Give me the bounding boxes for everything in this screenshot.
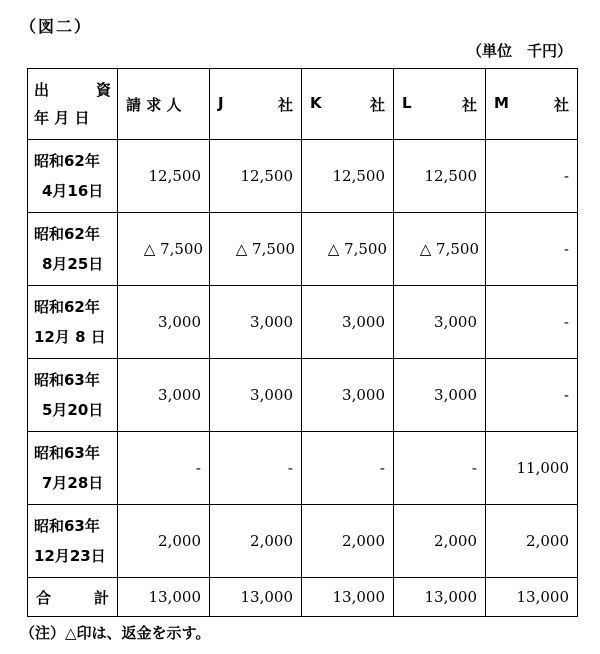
header-company-k <box>302 69 394 140</box>
value-company-l: 3,000 <box>394 286 486 359</box>
date-line-era: 昭和63年 <box>34 371 100 389</box>
header-company-k-suffix: 社 <box>369 95 385 114</box>
date-line-era: 昭和62年 <box>34 298 100 316</box>
table-row <box>28 359 578 432</box>
investment-table <box>27 68 578 617</box>
header-company-m-suffix: 社 <box>553 95 569 114</box>
table-row <box>28 505 578 578</box>
value-company-j: 2,000 <box>210 505 302 578</box>
header-date-label-bottom: 年 月 日 <box>34 109 90 127</box>
unit-label: （単位 千円） <box>466 42 572 60</box>
value-company-k: 2,000 <box>302 505 394 578</box>
value-claimant: 3,000 <box>118 359 210 432</box>
date-cell <box>28 432 118 505</box>
value-claimant: 12,500 <box>118 140 210 213</box>
total-label-left: 合 <box>36 588 52 607</box>
header-company-l-suffix: 社 <box>461 95 477 114</box>
date-line-day: 7月28日 <box>42 474 104 492</box>
value-company-l: △ 7,500 <box>394 213 486 286</box>
date-cell <box>28 213 118 286</box>
total-label-right: 計 <box>93 588 109 607</box>
date-line-day: 12月 8 日 <box>34 328 106 346</box>
value-company-l: 3,000 <box>394 359 486 432</box>
value-company-l: - <box>394 432 486 505</box>
header-company-k-letter: K <box>310 93 322 112</box>
header-company-l-letter: L <box>402 93 412 112</box>
total-company-l: 13,000 <box>394 578 486 617</box>
table-row <box>28 140 578 213</box>
value-company-k: △ 7,500 <box>302 213 394 286</box>
value-company-m: 2,000 <box>486 505 578 578</box>
value-company-l: 2,000 <box>394 505 486 578</box>
value-claimant: △ 7,500 <box>118 213 210 286</box>
value-claimant: - <box>118 432 210 505</box>
total-row <box>28 578 578 617</box>
date-line-day: 12月23日 <box>34 547 106 565</box>
date-line-day: 5月20日 <box>42 401 104 419</box>
header-company-l <box>394 69 486 140</box>
date-line-era: 昭和63年 <box>34 517 100 535</box>
table-row <box>28 213 578 286</box>
date-line-day: 8月25日 <box>42 255 104 273</box>
figure-title: （図二） <box>20 17 93 36</box>
footnote: （注）△印は、返金を示す。 <box>20 624 211 642</box>
total-company-k: 13,000 <box>302 578 394 617</box>
header-company-j <box>210 69 302 140</box>
table-row <box>28 432 578 505</box>
date-line-era: 昭和62年 <box>34 225 100 243</box>
value-company-j: 12,500 <box>210 140 302 213</box>
value-company-k: - <box>302 432 394 505</box>
header-date-label-right: 資 <box>95 81 111 99</box>
date-cell <box>28 140 118 213</box>
header-company-j-suffix: 社 <box>277 95 293 114</box>
value-company-j: △ 7,500 <box>210 213 302 286</box>
date-cell <box>28 286 118 359</box>
value-company-j: 3,000 <box>210 359 302 432</box>
value-company-m: - <box>486 359 578 432</box>
header-claimant-label: 請 求 人 <box>126 95 182 114</box>
value-company-k: 12,500 <box>302 140 394 213</box>
header-date-cell <box>28 69 118 140</box>
total-company-m: 13,000 <box>486 578 578 617</box>
header-claimant <box>118 69 210 140</box>
date-line-day: 4月16日 <box>42 182 104 200</box>
header-company-j-letter: J <box>218 93 224 112</box>
value-company-l: 12,500 <box>394 140 486 213</box>
total-label-cell <box>28 578 118 617</box>
value-company-m: - <box>486 286 578 359</box>
value-claimant: 2,000 <box>118 505 210 578</box>
value-company-m: 11,000 <box>486 432 578 505</box>
value-company-j: - <box>210 432 302 505</box>
date-cell <box>28 505 118 578</box>
date-cell <box>28 359 118 432</box>
value-company-m: - <box>486 213 578 286</box>
header-company-m-letter: M <box>494 93 509 112</box>
date-line-era: 昭和63年 <box>34 444 100 462</box>
date-line-era: 昭和62年 <box>34 152 100 170</box>
table-row <box>28 286 578 359</box>
value-claimant: 3,000 <box>118 286 210 359</box>
header-date-label-left: 出 <box>34 81 50 99</box>
value-company-k: 3,000 <box>302 286 394 359</box>
value-company-k: 3,000 <box>302 359 394 432</box>
header-company-m <box>486 69 578 140</box>
value-company-m: - <box>486 140 578 213</box>
total-company-j: 13,000 <box>210 578 302 617</box>
header-row <box>28 69 578 140</box>
total-claimant: 13,000 <box>118 578 210 617</box>
value-company-j: 3,000 <box>210 286 302 359</box>
